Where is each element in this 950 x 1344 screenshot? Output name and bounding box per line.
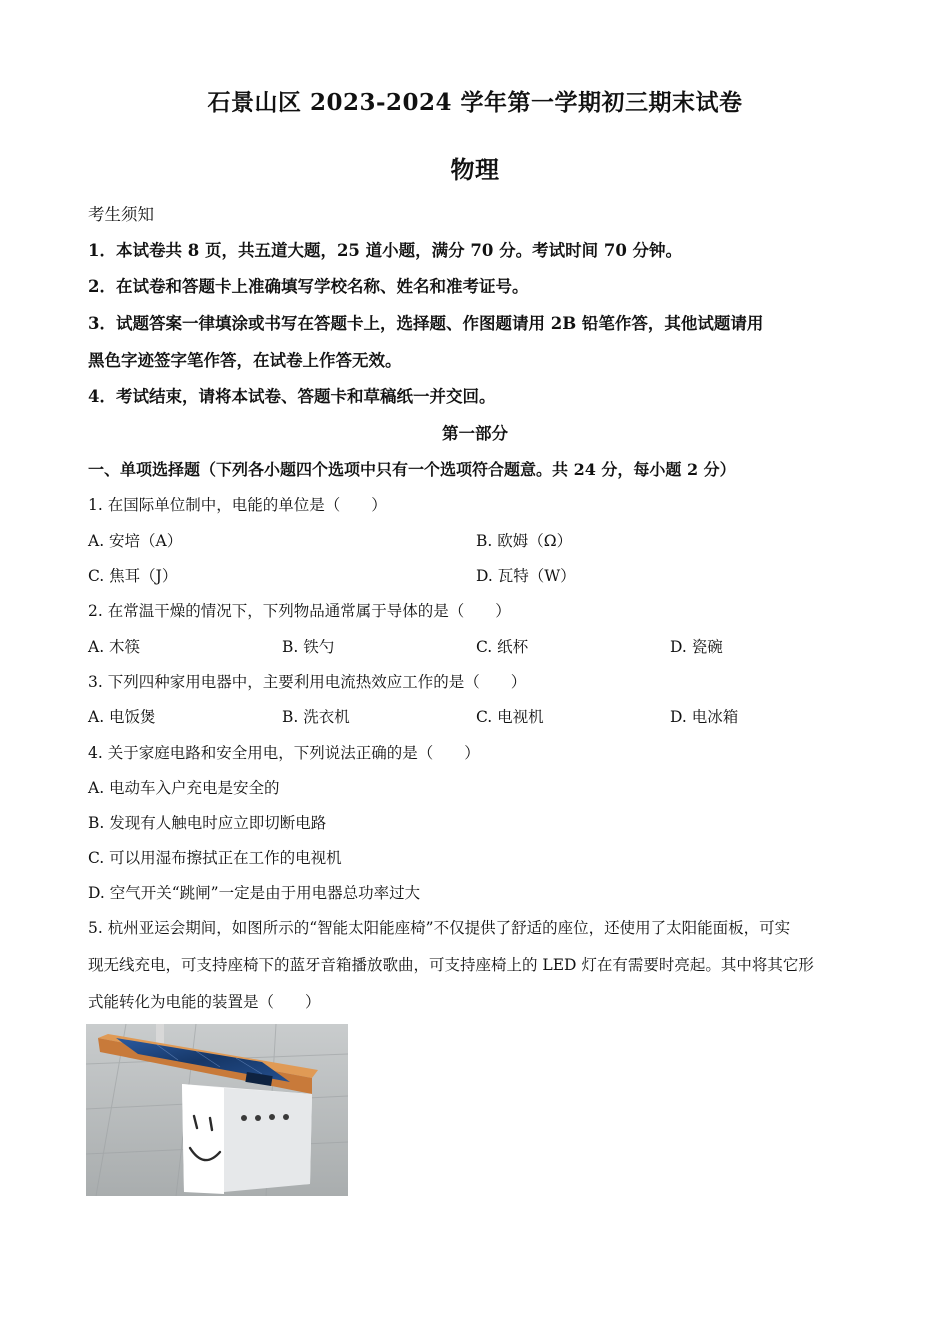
question-3-option-a: A. 电饭煲	[88, 708, 156, 726]
question-4-stem: 4. 关于家庭电路和安全用电，下列说法正确的是（ ）	[88, 744, 480, 762]
question-5-stem-line-3: 式能转化为电能的装置是（ ）	[88, 993, 321, 1011]
solar-bench-figure	[86, 1024, 348, 1196]
question-2-option-c: C. 纸杯	[476, 638, 529, 656]
notice-item-3-cont: 黑色字迹签字笔作答，在试卷上作答无效。	[88, 351, 402, 370]
notice-item-2: 2．在试卷和答题卡上准确填写学校名称、姓名和准考证号。	[88, 277, 529, 296]
question-3-option-d: D. 电冰箱	[670, 708, 739, 726]
question-5-stem-line-2: 现无线充电，可支持座椅下的蓝牙音箱播放歌曲，可支持座椅上的 LED 灯在有需要时亮起。其中将其它形	[88, 956, 814, 974]
question-2-option-b: B. 铁勺	[282, 638, 335, 656]
question-1-option-a: A. 安培（A）	[88, 532, 183, 550]
solar-bench-illustration	[86, 1024, 348, 1196]
question-3-stem: 3. 下列四种家用电器中，主要利用电流热效应工作的是（ ）	[88, 673, 527, 691]
question-2-option-a: A. 木筷	[88, 638, 141, 656]
question-1-stem: 1. 在国际单位制中，电能的单位是（ ）	[88, 496, 387, 514]
question-4-option-c: C. 可以用湿布擦拭正在工作的电视机	[88, 849, 342, 867]
question-3-option-c: C. 电视机	[476, 708, 544, 726]
section-title: 一、单项选择题（下列各小题四个选项中只有一个选项符合题意。共 24 分，每小题 2 分）	[88, 460, 736, 479]
question-4-option-d: D. 空气开关“跳闸”一定是由于用电器总功率过大	[88, 884, 421, 902]
notice-item-4: 4．考试结束，请将本试卷、答题卡和草稿纸一并交回。	[88, 387, 496, 406]
question-1-option-c: C. 焦耳（J）	[88, 567, 178, 585]
part-label: 第一部分	[442, 424, 508, 443]
bench-base-side	[182, 1084, 224, 1194]
question-5-stem-line-1: 5. 杭州亚运会期间，如图所示的“智能太阳能座椅”不仅提供了舒适的座位，还使用了太阳能面板，可实	[88, 919, 791, 937]
notice-item-1: 1．本试卷共 8 页，共五道大题，25 道小题，满分 70 分。考试时间 70 分钟。	[88, 241, 683, 260]
question-4-option-a: A. 电动车入户充电是安全的	[88, 779, 280, 797]
question-1-option-d: D. 瓦特（W）	[476, 567, 576, 585]
notice-heading: 考生须知	[88, 205, 154, 224]
exam-title: 石景山区 2023-2024 学年第一学期初三期末试卷	[207, 89, 743, 116]
bench-base-front	[224, 1088, 312, 1192]
notice-item-3: 3．试题答案一律填涂或书写在答题卡上，选择题、作图题请用 2B 铅笔作答，其他试题请用	[88, 314, 764, 333]
question-3-option-b: B. 洗衣机	[282, 708, 350, 726]
question-1-option-b: B. 欧姆（Ω）	[476, 532, 573, 550]
question-2-stem: 2. 在常温干燥的情况下，下列物品通常属于导体的是（ ）	[88, 602, 511, 620]
question-4-option-b: B. 发现有人触电时应立即切断电路	[88, 814, 327, 832]
question-2-option-d: D. 瓷碗	[670, 638, 723, 656]
exam-subject: 物理	[450, 155, 500, 184]
